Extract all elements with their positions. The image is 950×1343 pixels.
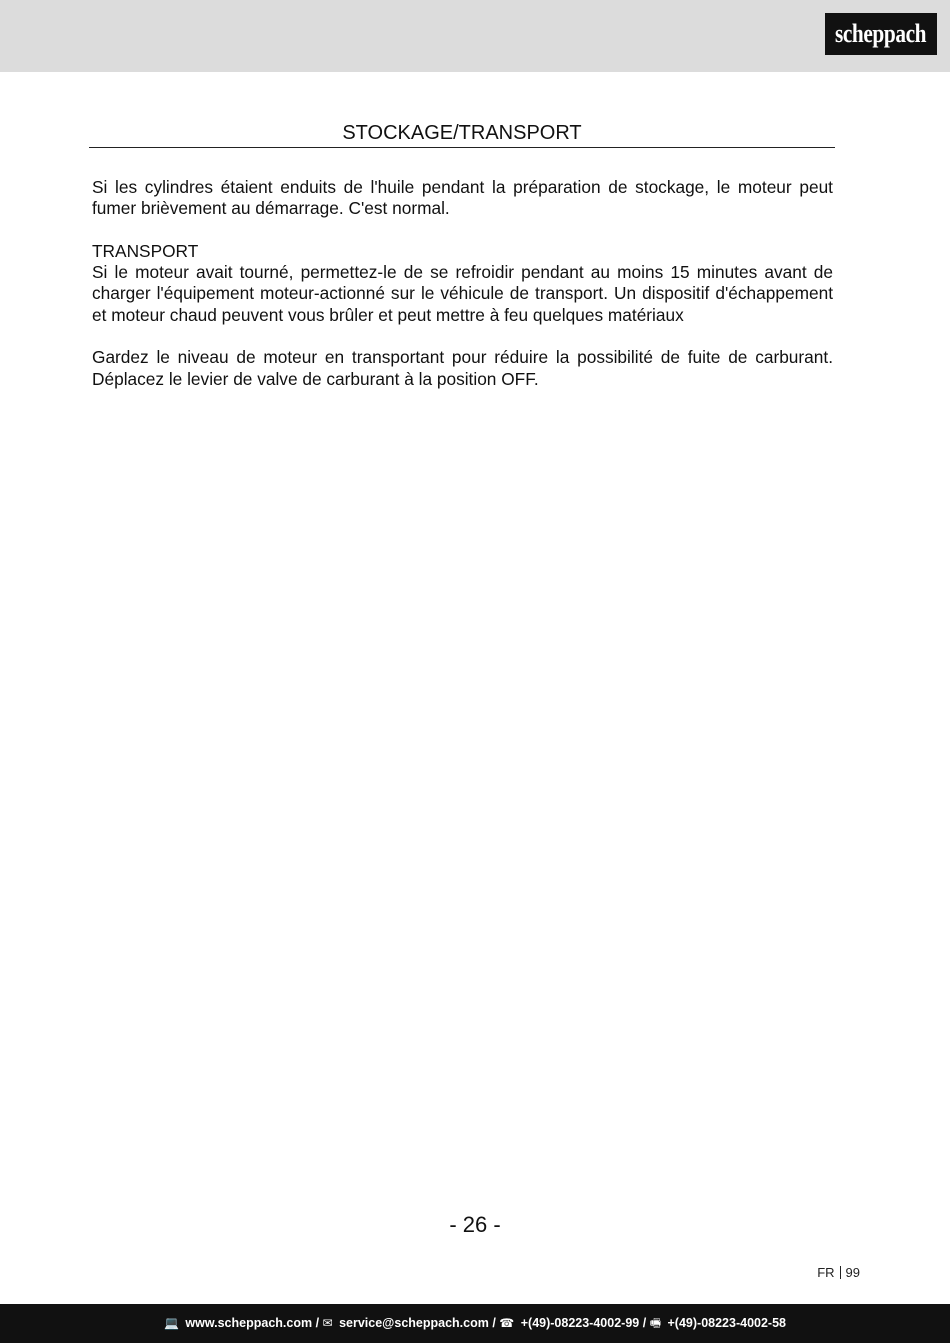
brand-logo — [825, 13, 937, 55]
body-content — [92, 177, 833, 411]
transport-block — [92, 241, 833, 326]
footer-separator: / — [642, 1316, 647, 1330]
header-band — [0, 0, 950, 72]
page-divider — [840, 1266, 841, 1279]
paragraph-transport-fuel: Gardez le niveau de moteur en transportant pour réduire la possibilité de fuite de carburant. Déplacez le levier de valve de carburant à la position OFF. — [92, 347, 833, 389]
page-number: 99 — [845, 1265, 860, 1280]
footer-separator: / — [492, 1316, 496, 1330]
footer-separator: / — [315, 1316, 320, 1330]
language-page-indicator — [817, 1265, 860, 1281]
footer-phone: +(49)-08223-4002-99 — [520, 1316, 640, 1330]
mail-icon: ✉ — [322, 1316, 333, 1330]
computer-icon: 💻 — [163, 1316, 179, 1330]
section-title: STOCKAGE/TRANSPORT — [89, 120, 835, 148]
centered-page-number: - 26 - — [449, 1212, 501, 1237]
brand-name: scheppach — [835, 19, 927, 48]
language-code: FR — [817, 1265, 835, 1280]
transport-heading: TRANSPORT — [92, 240, 199, 261]
footer-email: service@scheppach.com — [339, 1316, 489, 1330]
contact-footer — [0, 1304, 950, 1343]
fax-icon: 🖷 — [649, 1316, 662, 1330]
footer-fax: +(49)-08223-4002-58 — [667, 1316, 786, 1330]
phone-icon: ☎ — [499, 1316, 515, 1330]
footer-website: www.scheppach.com — [185, 1316, 313, 1330]
paragraph-transport-cooling: Si le moteur avait tourné, permettez-le de se refroidir pendant au moins 15 minutes avant de charger l'équipement moteur-actionné sur le véhicule de transport. Un dispositif d'échappement et moteur chaud peuvent vous brûler et peut mettre à feu quelques matériaux — [92, 262, 833, 325]
paragraph-storage-oil: Si les cylindres étaient enduits de l'huile pendant la préparation de stockage, le moteur peut fumer brièvement au démarrage. C'est normal. — [92, 177, 833, 219]
